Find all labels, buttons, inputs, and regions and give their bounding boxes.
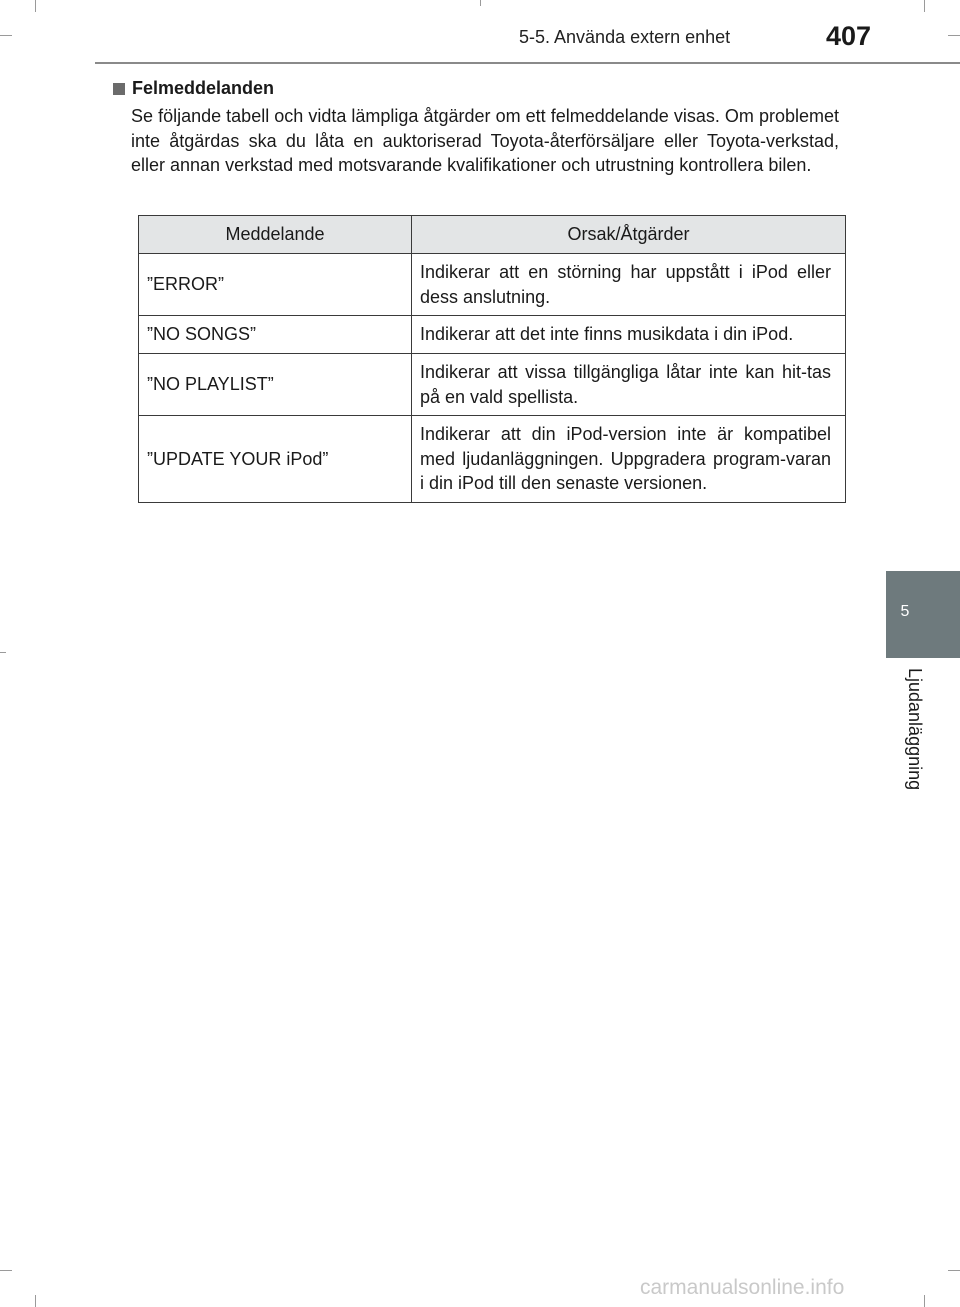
section-heading xyxy=(113,78,274,99)
crop-mark xyxy=(924,1295,925,1307)
header-rule xyxy=(95,62,960,64)
crop-mark xyxy=(0,1270,12,1271)
table-row xyxy=(139,316,846,354)
crop-mark xyxy=(948,1270,960,1271)
chapter-tab xyxy=(886,571,960,658)
crop-mark xyxy=(0,652,6,653)
crop-mark xyxy=(35,1295,36,1307)
column-header-cause: Orsak/Åtgärder xyxy=(412,216,846,254)
crop-mark xyxy=(924,0,925,12)
intro-paragraph: Se följande tabell och vidta lämpliga åtgärder om ett felmeddelande visas. Om problemet inte åtgärdas ska du låta en auktoriserad Toyota-återförsäljare eller Toyota-verkstad, eller annan verkstad med motsvarande kvalifikationer och utrustning kontrollera bilen. xyxy=(131,106,839,175)
crop-mark xyxy=(0,35,12,36)
message-cell: ”NO SONGS” xyxy=(139,316,412,354)
cause-cell: Indikerar att vissa tillgängliga låtar inte kan hit-tas på en vald spellista. xyxy=(412,354,846,416)
chapter-title-vertical xyxy=(905,668,929,808)
message-cell: ”UPDATE YOUR iPod” xyxy=(139,416,412,503)
chapter-title-text: Ljudanläggning xyxy=(905,668,925,791)
message-cell: ”ERROR” xyxy=(139,254,412,316)
section-heading-text: Felmeddelanden xyxy=(132,78,275,98)
cause-cell: Indikerar att en störning har uppstått i iPod eller dess anslutning. xyxy=(412,254,846,316)
square-bullet-icon xyxy=(113,83,125,95)
message-cell: ”NO PLAYLIST” xyxy=(139,354,412,416)
crop-mark xyxy=(35,0,36,12)
running-header: 5-5. Använda extern enhet xyxy=(519,27,731,47)
table-row xyxy=(139,254,846,316)
cause-cell: Indikerar att det inte finns musikdata i din iPod. xyxy=(412,316,846,354)
table-row xyxy=(139,354,846,416)
error-message-table xyxy=(138,215,846,503)
watermark: carmanualsonline.info xyxy=(640,1276,845,1299)
column-header-message: Meddelande xyxy=(139,216,412,254)
cause-cell: Indikerar att din iPod-version inte är kompatibel med ljudanläggningen. Uppgradera program-varan i din iPod till den senaste versionen. xyxy=(412,416,846,503)
table-header-row xyxy=(139,216,846,254)
crop-mark xyxy=(480,0,481,6)
table-row xyxy=(139,416,846,503)
page-number: 407 xyxy=(826,21,872,51)
crop-mark xyxy=(948,35,960,36)
chapter-number: 5 xyxy=(900,603,910,620)
